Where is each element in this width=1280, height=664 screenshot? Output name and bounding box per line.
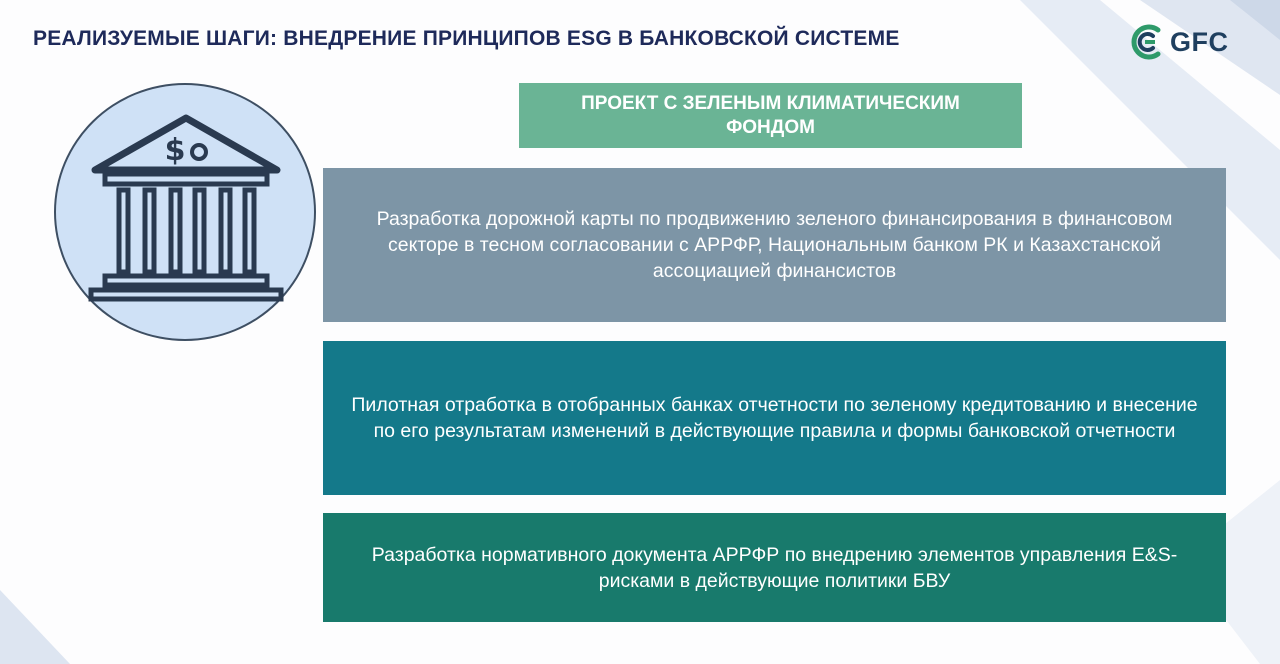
step-text: Разработка нормативного документа АРРФР по внедрению элементов управления E&S-рисками в действующие политики БВУ xyxy=(371,543,1178,592)
step-text: Разработка дорожной карты по продвижению зеленого финансирования в финансовом секторе в тесном согласовании с АРРФР, Национальным банком РК и Казахстанской ассоциацией финансистов xyxy=(376,208,1173,282)
gfc-logo xyxy=(1128,20,1240,64)
logo-text: GFC xyxy=(1170,26,1229,57)
svg-text:$: $ xyxy=(164,133,186,168)
gfc-logo-icon xyxy=(1128,22,1166,62)
slide-title: РЕАЛИЗУЕМЫЕ ШАГИ: ВНЕДРЕНИЕ ПРИНЦИПОВ ESG В БАНКОВСКОЙ СИСТЕМЕ xyxy=(33,27,900,50)
step-card-3 xyxy=(323,513,1226,622)
step-text: Пилотная отработка в отобранных банках отчетности по зеленому кредитованию и внесение по его результатам изменений в действующие правила и формы банковской отчетности xyxy=(351,394,1198,442)
project-header: ПРОЕКТ С ЗЕЛЕНЫМ КЛИМАТИЧЕСКИМ ФОНДОМ xyxy=(519,83,1022,148)
step-card-2 xyxy=(323,341,1226,495)
step-card-1 xyxy=(323,168,1226,322)
bank-building-icon xyxy=(83,112,289,304)
